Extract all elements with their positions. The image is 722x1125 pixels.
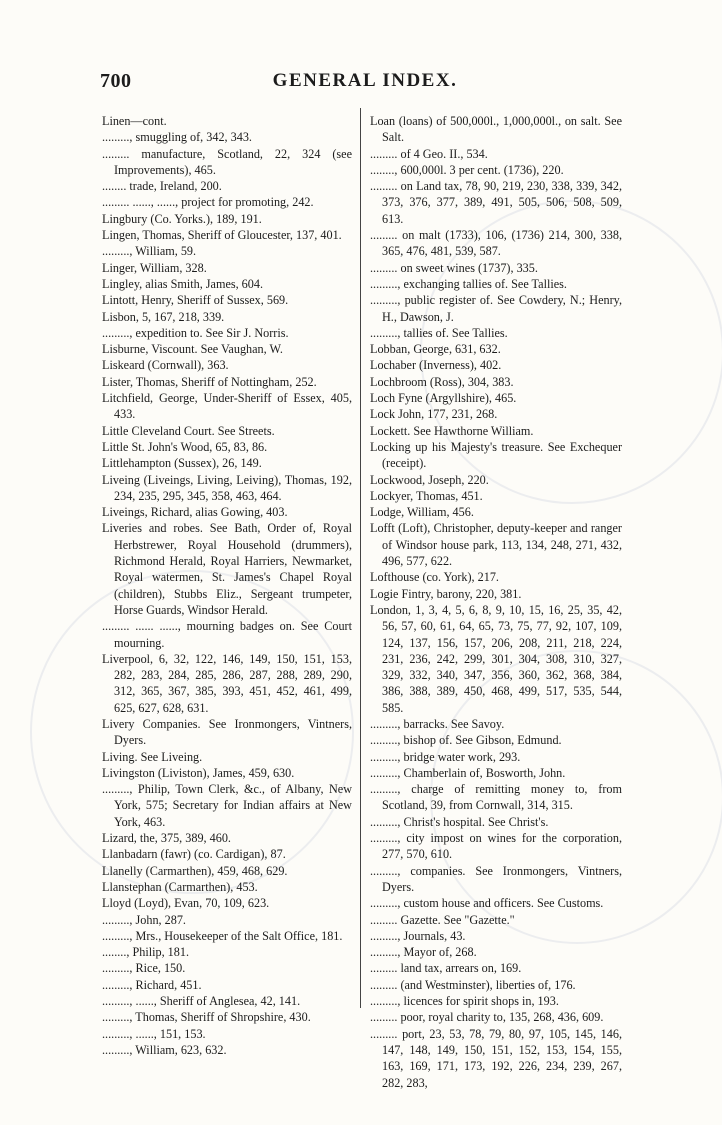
index-entry: Liskeard (Cornwall), 363. [102, 358, 229, 373]
index-entry: ........., public register of. See Cowdery, N.; Henry, H., Dawson, J. [370, 293, 622, 324]
index-entry: Lister, Thomas, Sheriff of Nottingham, 252. [102, 374, 317, 389]
index-entry: Lingen, Thomas, Sheriff of Gloucester, 137, 401. [102, 228, 342, 243]
index-entry: ......... manufacture, Scotland, 22, 324 (see Improvements), 465. [102, 146, 352, 177]
index-entry: ......... land tax, arrears on, 169. [370, 961, 522, 976]
index-entry: Loan (loans) of 500,000l., 1,000,000l., on salt. See Salt. [370, 114, 622, 145]
index-entry: Llanbadarn (fawr) (co. Cardigan), 87. [102, 847, 286, 862]
index-entry: Livingston (Liviston), James, 459, 630. [102, 765, 295, 780]
index-entry: ......... (and Westminster), liberties of, 176. [370, 977, 576, 992]
index-entry: Lodge, William, 456. [370, 505, 474, 520]
index-entry: ........., tallies of. See Tallies. [370, 325, 508, 340]
index-entry: ........., expedition to. See Sir J. Norris. [102, 325, 289, 340]
index-entry: Logie Fintry, barony, 220, 381. [370, 586, 522, 601]
index-entry: Little Cleveland Court. See Streets. [102, 423, 275, 438]
index-entry: ........., Mayor of, 268. [370, 945, 477, 960]
index-entry: ........., custom house and officers. See Customs. [370, 896, 604, 911]
index-entry: ........., licences for spirit shops in, 193. [370, 994, 559, 1009]
index-entry: Lock John, 177, 231, 268. [370, 407, 498, 422]
index-entry: Liveing (Liveings, Living, Leiving), Thomas, 192, 234, 235, 295, 345, 358, 463, 464. [102, 472, 352, 503]
index-entry: ........., Richard, 451. [102, 977, 202, 992]
page-header [100, 70, 630, 94]
index-entry: Llanstephan (Carmarthen), 453. [102, 879, 258, 894]
index-entry: Livery Companies. See Ironmongers, Vintners, Dyers. [102, 716, 352, 748]
index-entry: Linen—cont. [102, 114, 167, 128]
index-entry: Littlehampton (Sussex), 26, 149. [102, 456, 262, 471]
index-entry: Litchfield, George, Under-Sheriff of Essex, 405, 433. [102, 391, 352, 422]
index-column-right [370, 113, 622, 1091]
index-entry: Lingbury (Co. Yorks.), 189, 191. [102, 211, 262, 226]
index-entry: Lofthouse (co. York), 217. [370, 570, 499, 585]
index-entry: Liveries and robes. See Bath, Order of, Royal Herbstrewer, Royal Household (drummers), Richmond Herald, Royal Harriers, Newmarket, Royal watermen, St. James's Chapel Royal (children), Stubbs Eliz., Sergeant trumpeter, Horse Guards, Windsor Herald. [102, 521, 352, 617]
index-entry: Lockwood, Joseph, 220. [370, 472, 489, 487]
index-entry: ........., companies. See Ironmongers, Vintners, Dyers. [370, 863, 622, 894]
index-entry: ......... port, 23, 53, 78, 79, 80, 97, 105, 145, 146, 147, 148, 149, 150, 151, 152, 153, 154, 155, 163, 169, 171, 173, 192, 226, 234, 239, 267, 282, 283, [370, 1026, 622, 1090]
index-entry: ......... on Land tax, 78, 90, 219, 230, 338, 339, 342, 373, 376, 377, 389, 491, 505, 506, 508, 509, 613. [370, 179, 622, 226]
index-entry: Lofft (Loft), Christopher, deputy-keeper and ranger of Windsor house park, 113, 134, 248, 271, 432, 496, 577, 622. [370, 521, 622, 569]
index-entry: ........, Philip, 181. [102, 945, 190, 960]
index-entry: ......... Gazette. See "Gazette." [370, 912, 515, 927]
index-entry: Lingley, alias Smith, James, 604. [102, 276, 264, 291]
index-entry: Lintott, Henry, Sheriff of Sussex, 569. [102, 293, 289, 308]
index-entry: ........., ......, 151, 153. [102, 1026, 206, 1041]
page-title: GENERAL INDEX. [272, 70, 458, 91]
index-entry: ........., bishop of. See Gibson, Edmund. [370, 733, 562, 748]
index-entry: Living. See Liveing. [102, 749, 203, 764]
index-column-left [102, 113, 352, 1058]
index-entry: Lockyer, Thomas, 451. [370, 488, 483, 503]
index-entry: ........., city impost on wines for the corporation, 277, 570, 610. [370, 831, 622, 862]
index-entry: ........., Journals, 43. [370, 928, 466, 943]
index-entry: ........, 600,000l. 3 per cent. (1736), 220. [370, 162, 564, 177]
index-entry: ........., Thomas, Sheriff of Shropshire, 430. [102, 1010, 311, 1025]
index-entry: Lochbroom (Ross), 304, 383. [370, 374, 514, 389]
index-entry: ......... of 4 Geo. II., 534. [370, 146, 488, 161]
index-entry: ........., John, 287. [102, 912, 186, 927]
index-entry: ......... ......, ......, project for promoting, 242. [102, 195, 314, 210]
index-entry: ........., bridge water work, 293. [370, 749, 521, 764]
index-entry: Lloyd (Loyd), Evan, 70, 109, 623. [102, 896, 270, 911]
index-entry: ......... poor, royal charity to, 135, 268, 436, 609. [370, 1010, 604, 1025]
index-entry: Loch Fyne (Argyllshire), 465. [370, 391, 517, 406]
index-entry: Lizard, the, 375, 389, 460. [102, 831, 231, 846]
index-entry: Lobban, George, 631, 632. [370, 342, 501, 357]
index-entry: ........., Mrs., Housekeeper of the Salt Office, 181. [102, 928, 343, 943]
index-entry: ........., smuggling of, 342, 343. [102, 130, 252, 145]
index-entry: ........., William, 623, 632. [102, 1042, 227, 1057]
index-entry: Lisbon, 5, 167, 218, 339. [102, 309, 225, 324]
index-entry: Linger, William, 328. [102, 260, 207, 275]
index-entry: ........., Christ's hospital. See Christ's. [370, 814, 549, 829]
index-entry: ........., William, 59. [102, 244, 197, 259]
index-entry: Lockett. See Hawthorne William. [370, 423, 534, 438]
index-entry: Little St. John's Wood, 65, 83, 86. [102, 439, 268, 454]
index-entry: ........., Rice, 150. [102, 961, 186, 976]
index-entry: ........., Philip, Town Clerk, &c., of Albany, New York, 575; Secretary for Indian affairs at New York, 463. [102, 782, 352, 829]
index-entry: ......... ...... ......, mourning badges on. See Court mourning. [102, 619, 352, 650]
index-entry: ......... on malt (1733), 106, (1736) 214, 300, 338, 365, 476, 481, 539, 587. [370, 228, 622, 259]
index-entry: ........., Chamberlain of, Bosworth, John. [370, 765, 566, 780]
index-entry: ........., ......, Sheriff of Anglesea, 42, 141. [102, 994, 301, 1009]
column-divider [360, 108, 361, 1008]
index-entry: Lisburne, Viscount. See Vaughan, W. [102, 342, 283, 357]
index-entry: ........., barracks. See Savoy. [370, 716, 505, 731]
index-entry: ........ trade, Ireland, 200. [102, 179, 222, 194]
index-entry: Lochaber (Inverness), 402. [370, 358, 502, 373]
index-entry: ........., charge of remitting money to, from Scotland, 39, from Cornwall, 314, 315. [370, 782, 622, 813]
index-entry: Locking up his Majesty's treasure. See Exchequer (receipt). [370, 439, 622, 471]
index-entry: ......... on sweet wines (1737), 335. [370, 260, 538, 275]
index-entry: Liverpool, 6, 32, 122, 146, 149, 150, 151, 153, 282, 283, 284, 285, 286, 287, 288, 289, 290, 312, 365, 367, 385, 393, 451, 452, 461, 499, 625, 627, 628, 631. [102, 651, 352, 715]
index-entry: Liveings, Richard, alias Gowing, 403. [102, 505, 288, 520]
index-entry: Llanelly (Carmarthen), 459, 468, 629. [102, 863, 288, 878]
page-number: 700 [100, 70, 132, 92]
index-entry: London, 1, 3, 4, 5, 6, 8, 9, 10, 15, 16, 25, 35, 42, 56, 57, 60, 61, 64, 65, 73, 75, 77, 92, 107, 109, 124, 137, 156, 157, 206, 208, 211, 218, 224, 231, 236, 242, 299, 301, 304, 308, 310, 327, 329, 332, 340, 347, 356, 360, 362, 368, 384, 386, 388, 389, 450, 468, 499, 517, 535, 544, 585. [370, 602, 622, 715]
index-entry: ........., exchanging tallies of. See Tallies. [370, 276, 567, 291]
